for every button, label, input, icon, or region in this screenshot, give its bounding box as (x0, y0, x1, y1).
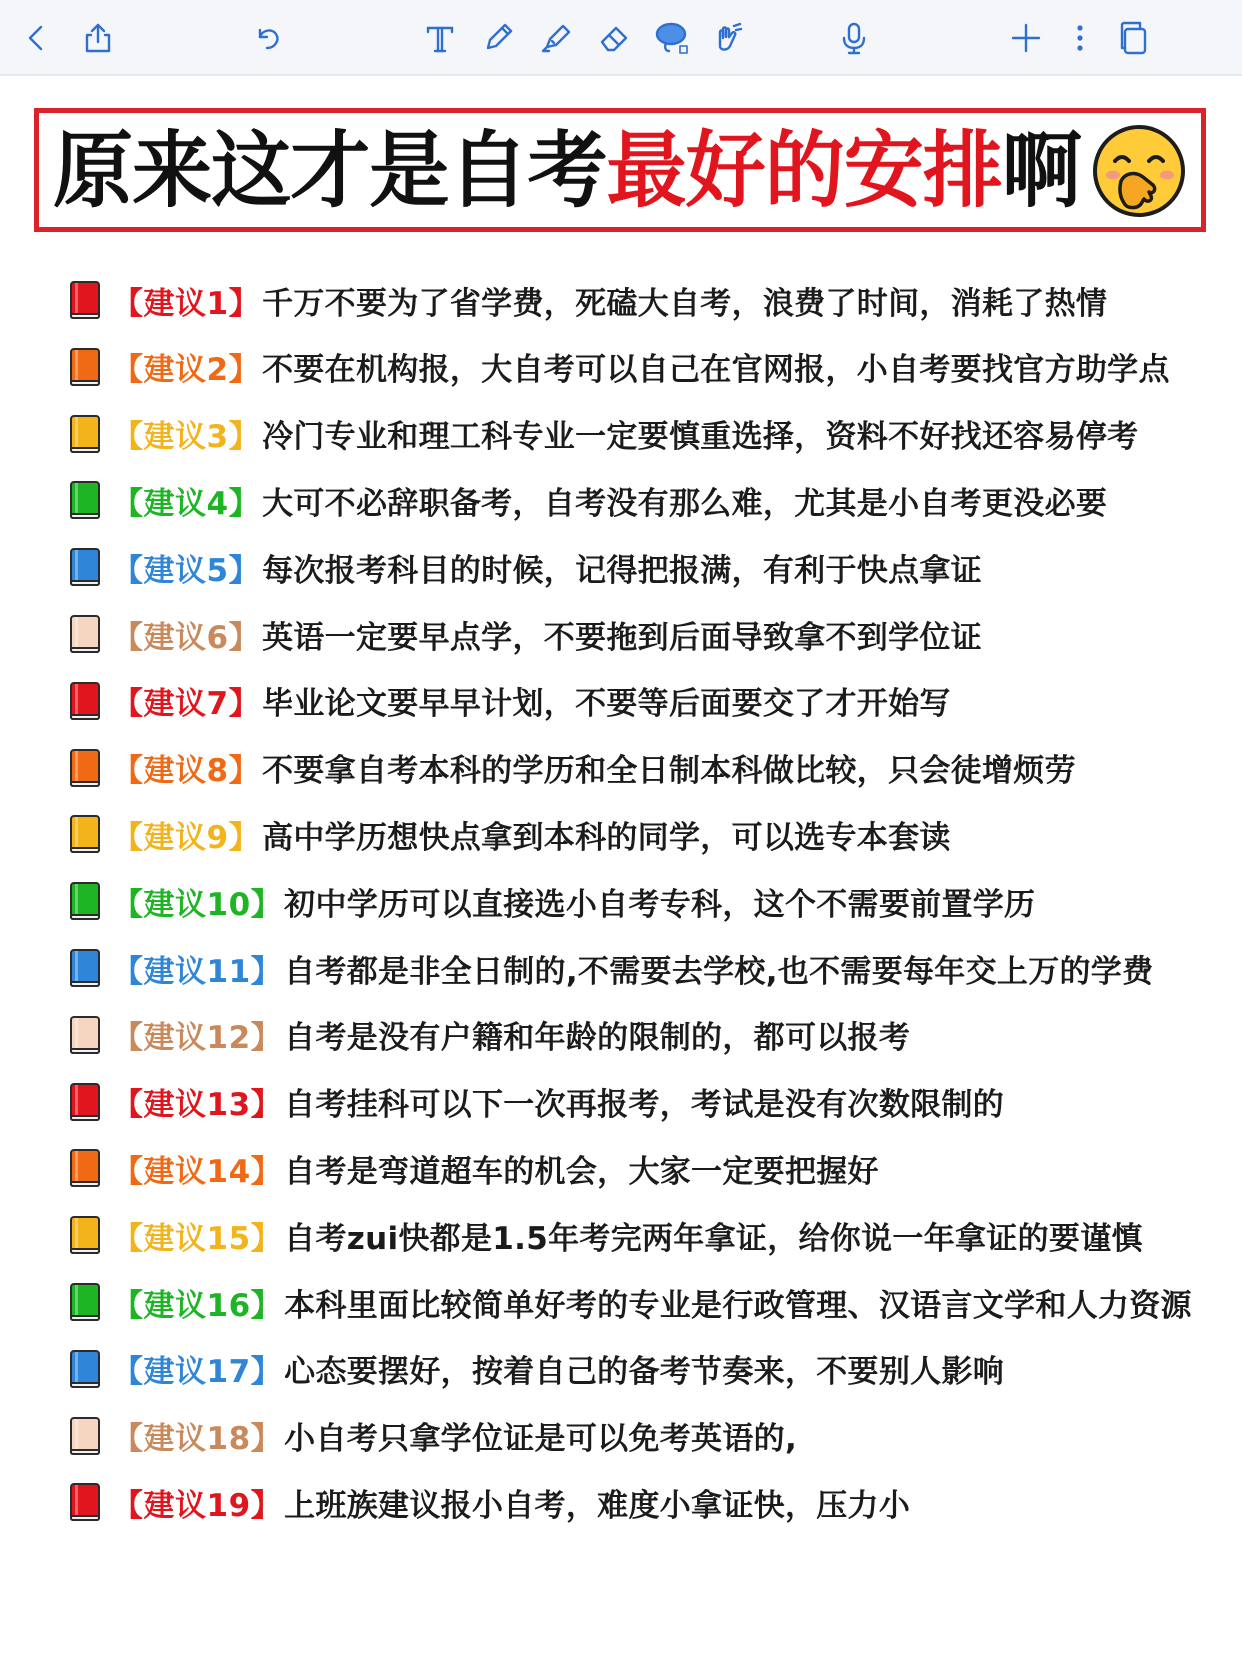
book-icon (70, 1483, 100, 1521)
eraser-icon[interactable] (594, 18, 634, 58)
title-part-end: 啊 (1001, 121, 1081, 219)
suggestion-label: 【建议2】 (112, 352, 261, 389)
book-icon (70, 815, 100, 853)
book-icon (70, 548, 100, 586)
book-icon (70, 1417, 100, 1455)
title-part-red: 最好的安排 (606, 121, 1002, 219)
book-icon (70, 1216, 100, 1254)
list-item (0, 1072, 1242, 1132)
list-item (0, 404, 1242, 464)
list-item (0, 1406, 1242, 1466)
book-icon (70, 481, 100, 519)
suggestion-label: 【建议13】 (112, 1087, 283, 1124)
pages-icon[interactable] (1114, 18, 1154, 58)
notes-toolbar (0, 0, 1242, 76)
book-icon (70, 615, 100, 653)
suggestion-text: 千万不要为了省学费，死磕大自考，浪费了时间，消耗了热情 (262, 285, 1108, 322)
book-icon (70, 949, 100, 987)
list-item (0, 1272, 1242, 1332)
giggle-emoji-icon (1091, 123, 1187, 219)
list-item (0, 1005, 1242, 1065)
suggestion-label: 【建议6】 (112, 619, 261, 656)
book-icon (70, 1283, 100, 1321)
book-icon (70, 1016, 100, 1054)
list-item (0, 938, 1242, 998)
suggestion-label: 【建议18】 (112, 1421, 283, 1458)
list-item (0, 604, 1242, 664)
page-title (53, 121, 1081, 219)
suggestion-label: 【建议9】 (112, 819, 261, 856)
suggestion-text: 自考是没有户籍和年龄的限制的，都可以报考 (284, 1020, 911, 1057)
suggestion-text: 毕业论文要早早计划，不要等后面要交了才开始写 (262, 686, 951, 723)
book-icon (70, 1149, 100, 1187)
book-icon (70, 1350, 100, 1388)
suggestion-label: 【建议4】 (112, 485, 261, 522)
list-item (0, 871, 1242, 931)
list-item (0, 738, 1242, 798)
list-item (0, 1472, 1242, 1532)
microphone-icon[interactable] (834, 18, 874, 58)
list-item (0, 537, 1242, 597)
suggestion-label: 【建议19】 (112, 1487, 283, 1524)
suggestion-label: 【建议5】 (112, 552, 261, 589)
suggestion-label: 【建议17】 (112, 1354, 283, 1391)
text-tool-icon[interactable] (420, 18, 460, 58)
suggestion-text: 冷门专业和理工科专业一定要慎重选择，资料不好找还容易停考 (262, 419, 1139, 456)
book-icon (70, 281, 100, 319)
book-icon (70, 348, 100, 386)
title-banner (34, 108, 1206, 232)
suggestion-label: 【建议16】 (112, 1287, 283, 1324)
suggestion-text: 自考是弯道超车的机会，大家一定要把握好 (284, 1153, 879, 1190)
title-part-black: 原来这才是自考 (53, 121, 607, 219)
suggestion-label: 【建议15】 (112, 1220, 283, 1257)
more-icon[interactable] (1060, 18, 1100, 58)
suggestion-text: 初中学历可以直接选小自考专科，这个不需要前置学历 (284, 886, 1036, 923)
list-item (0, 1138, 1242, 1198)
suggestion-text: 每次报考科目的时候，记得把报满，有利于快点拿证 (262, 552, 982, 589)
highlighter-icon[interactable] (536, 18, 576, 58)
pen-icon[interactable] (478, 18, 518, 58)
suggestion-text: 大可不必辞职备考，自考没有那么难，尤其是小自考更没必要 (262, 485, 1108, 522)
list-item (0, 804, 1242, 864)
suggestion-label: 【建议7】 (112, 686, 261, 723)
suggestion-text: 不要在机构报，大自考可以自己在官网报，小自考要找官方助学点 (262, 352, 1170, 389)
suggestion-text: 上班族建议报小自考，难度小拿证快，压力小 (284, 1487, 911, 1524)
list-item (0, 1339, 1242, 1399)
suggestion-label: 【建议1】 (112, 285, 261, 322)
list-item (0, 1205, 1242, 1265)
suggestion-label: 【建议3】 (112, 419, 261, 456)
book-icon (70, 415, 100, 453)
undo-icon[interactable] (248, 18, 288, 58)
book-icon (70, 1083, 100, 1121)
list-item (0, 470, 1242, 530)
book-icon (70, 749, 100, 787)
suggestion-label: 【建议14】 (112, 1153, 283, 1190)
book-icon (70, 682, 100, 720)
suggestion-label: 【建议11】 (112, 953, 283, 990)
share-icon[interactable] (78, 18, 118, 58)
add-icon[interactable] (1006, 18, 1046, 58)
suggestion-text: 心态要摆好，按着自己的备考节奏来，不要别人影响 (284, 1354, 1005, 1391)
suggestion-label: 【建议12】 (112, 1020, 283, 1057)
list-item (0, 337, 1242, 397)
suggestion-text: 高中学历想快点拿到本科的同学，可以选专本套读 (262, 819, 951, 856)
suggestion-text: 自考都是非全日制的,不需要去学校,也不需要每年交上万的学费 (284, 953, 1154, 990)
suggestion-text: 自考zui快都是1.5年考完两年拿证，给你说一年拿证的要谨慎 (284, 1220, 1143, 1257)
lasso-icon[interactable] (652, 18, 692, 58)
list-item (0, 671, 1242, 731)
back-icon[interactable] (16, 18, 56, 58)
suggestion-text: 不要拿自考本科的学历和全日制本科做比较，只会徒增烦劳 (262, 753, 1076, 790)
hand-tool-icon[interactable] (708, 18, 748, 58)
suggestion-text: 英语一定要早点学，不要拖到后面导致拿不到学位证 (262, 619, 982, 656)
suggestion-text: 自考挂科可以下一次再报考，考试是没有次数限制的 (284, 1087, 1005, 1124)
list-item (0, 270, 1242, 330)
suggestion-label: 【建议10】 (112, 886, 283, 923)
suggestion-label: 【建议8】 (112, 753, 261, 790)
suggestion-text: 小自考只拿学位证是可以免考英语的, (284, 1421, 798, 1458)
book-icon (70, 882, 100, 920)
suggestion-text: 本科里面比较简单好考的专业是行政管理、汉语言文学和人力资源 (284, 1287, 1192, 1324)
